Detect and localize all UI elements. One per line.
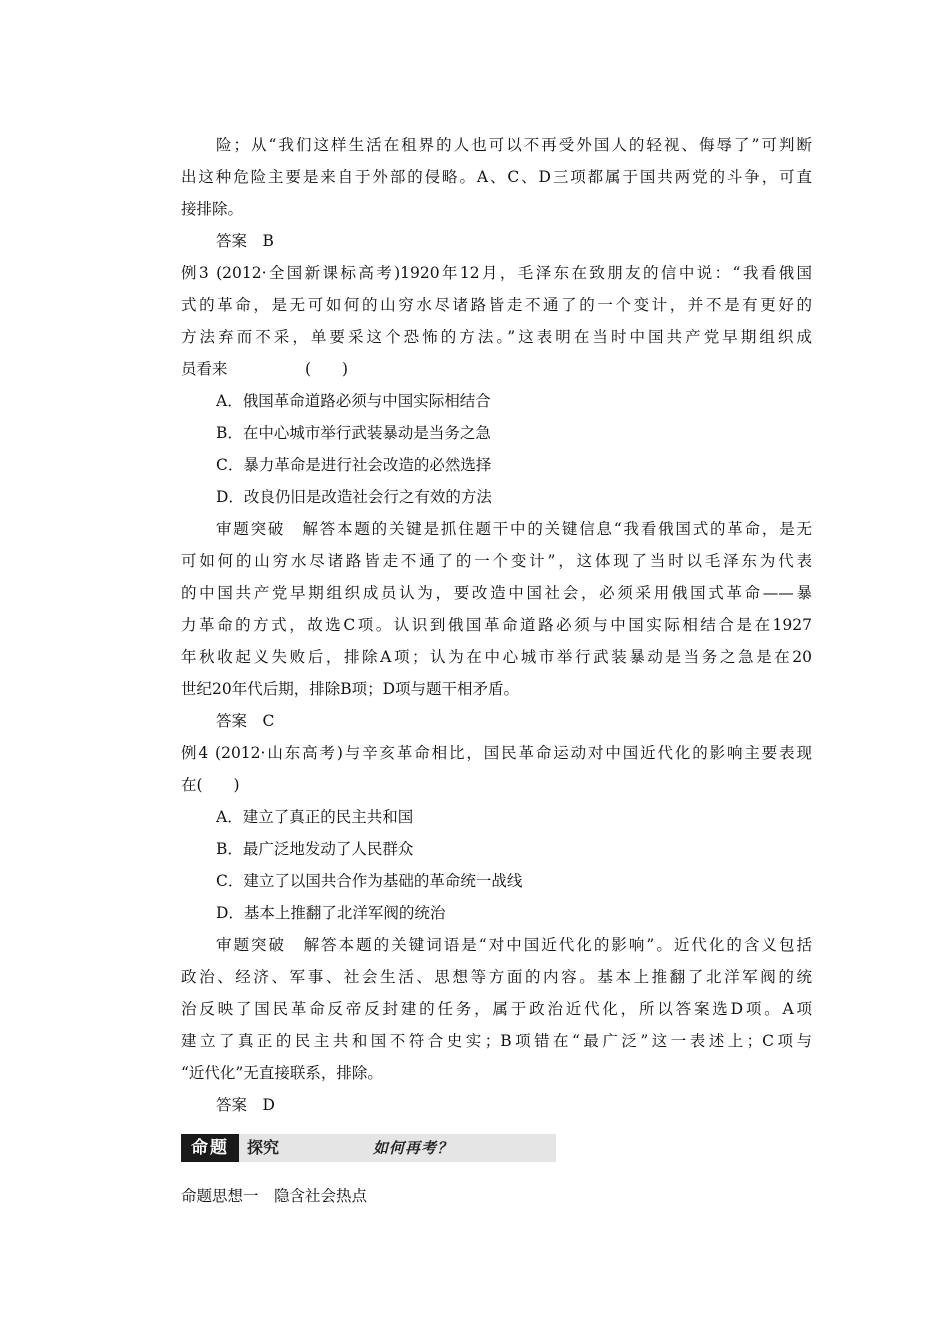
section-banner (181, 1134, 556, 1162)
example4-option-c: C．建立了以国共合作为基础的革命统一战线 (216, 872, 523, 890)
example4-analysis-line: 治反映了国民革命反帝反封建的任务，属于政治近代化，所以答案选D项。A项 (181, 1000, 812, 1018)
example4-stem-line: 在( ) (181, 776, 240, 794)
example3-stem-line: 员看来 ( ) (181, 360, 349, 378)
example4-answer: 答案 D (216, 1096, 275, 1114)
example3-stem-line: 式的革命，是无可如何的山穷水尽诸路皆走不通了的一个变计，并不是有更好的 (181, 296, 812, 314)
example4-option-b: B．最广泛地发动了人民群众 (216, 840, 414, 858)
banner-question: 如何再考？ (373, 1139, 454, 1157)
banner-explore: 探究 (247, 1138, 280, 1157)
example3-analysis-line: 的中国共产党早期组织成员认为，要改造中国社会，必须采用俄国式革命——暴 (181, 584, 812, 602)
example4-option-a: A．建立了真正的民主共和国 (216, 808, 414, 826)
example3-analysis-line: 审题突破 解答本题的关键是抓住题干中的关键信息“我看俄国式的革命，是无 (216, 520, 812, 538)
example4-analysis-line: 建立了真正的民主共和国不符合史实；B项错在“最广泛”这一表述上；C项与 (181, 1032, 812, 1050)
example3-answer: 答案 C (216, 712, 275, 730)
example3-option-c: C．暴力革命是进行社会改造的必然选择 (216, 456, 492, 474)
example3-analysis-line: 力革命的方式，故选C项。认识到俄国革命道路必须与中国实际相结合是在1927 (181, 616, 812, 634)
section-subheading: 命题思想一 隐含社会热点 (181, 1187, 368, 1205)
prev-answer: 答案 B (216, 232, 274, 250)
prev-explanation-line: 出这种危险主要是来自于外部的侵略。A、C、D三项都属于国共两党的斗争，可直 (181, 168, 812, 186)
prev-explanation-line: 接排除。 (181, 200, 244, 218)
example4-analysis-line: 审题突破 解答本题的关键词语是“对中国近代化的影响”。近代化的含义包括 (216, 936, 812, 954)
example4-stem-line: 例4 (2012·山东高考)与辛亥革命相比，国民革命运动对中国近代化的影响主要表现 (181, 744, 812, 762)
example3-option-b: B．在中心城市举行武装暴动是当务之急 (216, 424, 491, 442)
example4-option-d: D．基本上推翻了北洋军阀的统治 (216, 904, 446, 922)
example3-analysis-line: 年秋收起义失败后，排除A项；认为在中心城市举行武装暴动是当务之急是在20 (181, 648, 812, 666)
example3-analysis-line: 可如何的山穷水尽诸路皆走不通了的一个变计”，这体现了当时以毛泽东为代表 (181, 552, 812, 570)
example4-analysis-line: “近代化”无直接联系，排除。 (181, 1064, 383, 1082)
banner-label: 命题 (181, 1134, 239, 1162)
example3-analysis-line: 世纪20年代后期，排除B项；D项与题干相矛盾。 (181, 680, 520, 698)
example3-option-d: D．改良仍旧是改造社会行之有效的方法 (216, 488, 492, 506)
prev-explanation-line: 险；从“我们这样生活在租界的人也可以不再受外国人的轻视、侮辱了”可判断 (216, 136, 812, 154)
example4-analysis-line: 政治、经济、军事、社会生活、思想等方面的内容。基本上推翻了北洋军阀的统 (181, 968, 812, 986)
example3-stem-line: 例3 (2012·全国新课标高考)1920年12月，毛泽东在致朋友的信中说：“我看俄国 (181, 264, 812, 282)
example3-stem-line: 方法弃而不采，单要采这个恐怖的方法。”这表明在当时中国共产党早期组织成 (181, 328, 812, 346)
example3-option-a: A．俄国革命道路必须与中国实际相结合 (216, 392, 491, 410)
